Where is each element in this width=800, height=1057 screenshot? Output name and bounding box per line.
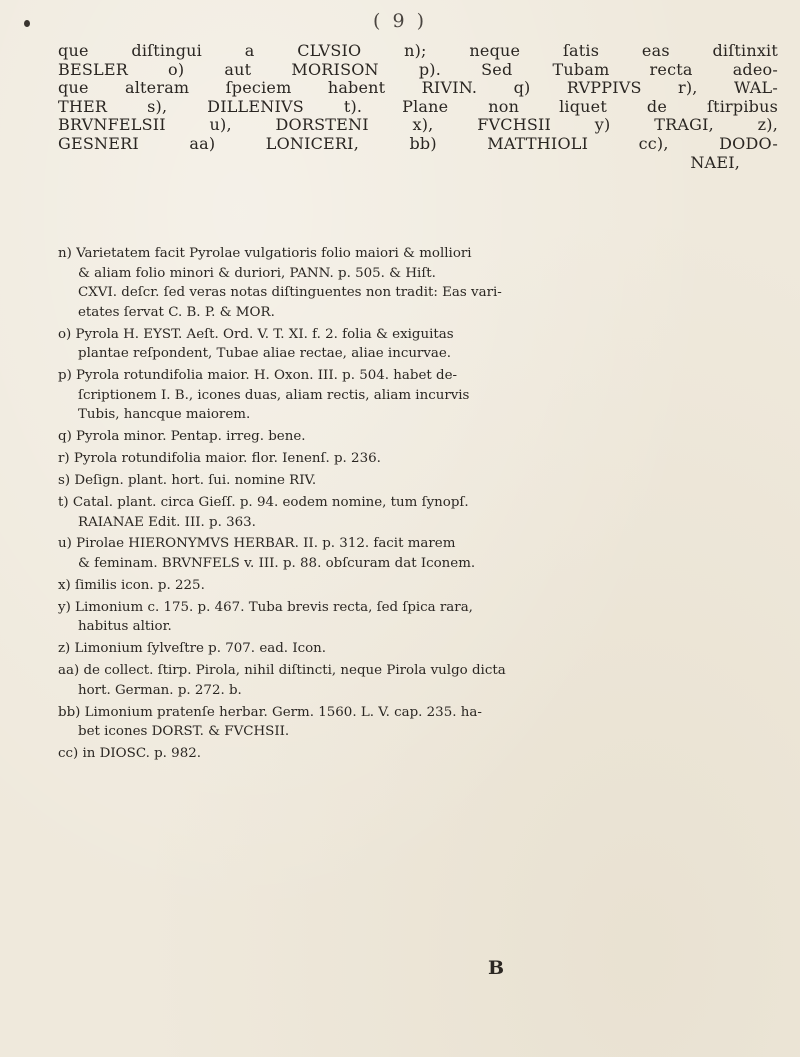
footnote-line: cc) in DIOSC. p. 982. — [58, 746, 202, 762]
footnote — [58, 534, 770, 573]
signature-mark: B — [488, 957, 505, 979]
footnote-line: etates ſervat C. B. P. & MOR. — [78, 304, 275, 320]
main-text-line: THER s), DILLENIVS t). Plane non liquet de ſtirpibus — [58, 97, 778, 116]
footnote-line: & feminam. BRVNFELS v. III. p. 88. obſcuram dat Iconem. — [78, 555, 476, 571]
footnote — [58, 493, 770, 532]
footnote-line: aa) de collect. ſtirp. Pirola, nihil diſtincti, neque Pirola vulgo dicta — [58, 663, 506, 679]
footnote-line: t) Catal. plant. circa Gieſſ. p. 94. eodem nomine, tum ſynopſ. — [58, 494, 469, 510]
footnote — [58, 598, 770, 637]
footnote — [58, 661, 770, 700]
footnote-line: n) Varietatem facit Pyrolae vulgatioris folio maiori & molliori — [58, 246, 472, 261]
footnote-line: r) Pyrola rotundifolia maior. flor. Ienenſ. p. 236. — [58, 451, 381, 467]
footnote — [58, 639, 770, 659]
footnote — [58, 244, 770, 322]
footnote — [58, 471, 770, 491]
footnote-line: plantae reſpondent, Tubae aliae rectae, aliae incurvae. — [78, 346, 452, 362]
page-number: ( 9 ) — [373, 10, 427, 32]
footnote-line: & aliam folio minori & duriori, PANN. p. 505. & Hiſt. — [78, 265, 436, 281]
footnote-line: u) Pirolae HIERONYMVS HERBAR. II. p. 312. facit marem — [58, 536, 456, 552]
footnote-line: ſcriptionem I. B., icones duas, aliam rectis, aliam incurvis — [78, 387, 470, 403]
footnote — [58, 449, 770, 469]
footnote — [58, 576, 770, 596]
footnote-line: p) Pyrola rotundifolia maior. H. Oxon. III. p. 504. habet de- — [58, 368, 458, 384]
footnote-line: o) Pyrola H. EYST. Aeſt. Ord. V. T. XI. f. 2. folia & exiguitas — [58, 326, 454, 342]
main-text-line: BESLER o) aut MORISON p). Sed Tubam recta adeo- — [58, 60, 778, 79]
footnote — [58, 744, 770, 764]
main-text-line: que alteram ſpeciem habent RIVIN. q) RVPPIVS r), WAL- — [58, 79, 778, 98]
footnote — [58, 703, 770, 742]
footnote-line: bet icones DORST. & FVCHSII. — [78, 724, 290, 740]
main-text-line: que diſtingui a CLVSIO n); neque ſatis eas diſtinxit — [58, 42, 778, 60]
footnotes — [58, 244, 770, 766]
main-text-line: GESNERI aa) LONICERI, bb) MATTHIOLI cc), DODO- — [58, 134, 778, 153]
main-paragraph — [58, 42, 778, 172]
footnote-line: bb) Limonium pratenſe herbar. Germ. 1560. L. V. cap. 235. ha- — [58, 704, 482, 720]
footnote-line: RAIANAE Edit. III. p. 363. — [78, 514, 256, 530]
footnote — [58, 427, 770, 447]
footnote-line: y) Limonium c. 175. p. 467. Tuba brevis recta, ſed ſpica rara, — [58, 599, 473, 615]
footnote-line: z) Limonium ſylveſtre p. 707. ead. Icon. — [58, 641, 327, 657]
footnote-line: s) Deſign. plant. hort. ſui. nomine RIV. — [58, 473, 317, 489]
footnote-line: q) Pyrola minor. Pentap. irreg. bene. — [58, 429, 306, 445]
footnote — [58, 366, 770, 425]
footnote-line: hort. German. p. 272. b. — [78, 682, 242, 698]
main-text-line: BRVNFELSII u), DORSTENI x), FVCHSII y) TRAGI, z), — [58, 116, 778, 135]
footnote-line: CXVI. deſcr. ſed veras notas diſtinguentes non tradit: Eas vari- — [78, 285, 502, 301]
footnote-line: habitus altior. — [78, 619, 172, 635]
footnote-line: x) ſimilis icon. p. 225. — [58, 577, 205, 593]
footnote — [58, 325, 770, 364]
footnote-line: Tubis, hancque maiorem. — [78, 407, 251, 423]
main-text-catchword: NAEI, — [690, 153, 740, 172]
